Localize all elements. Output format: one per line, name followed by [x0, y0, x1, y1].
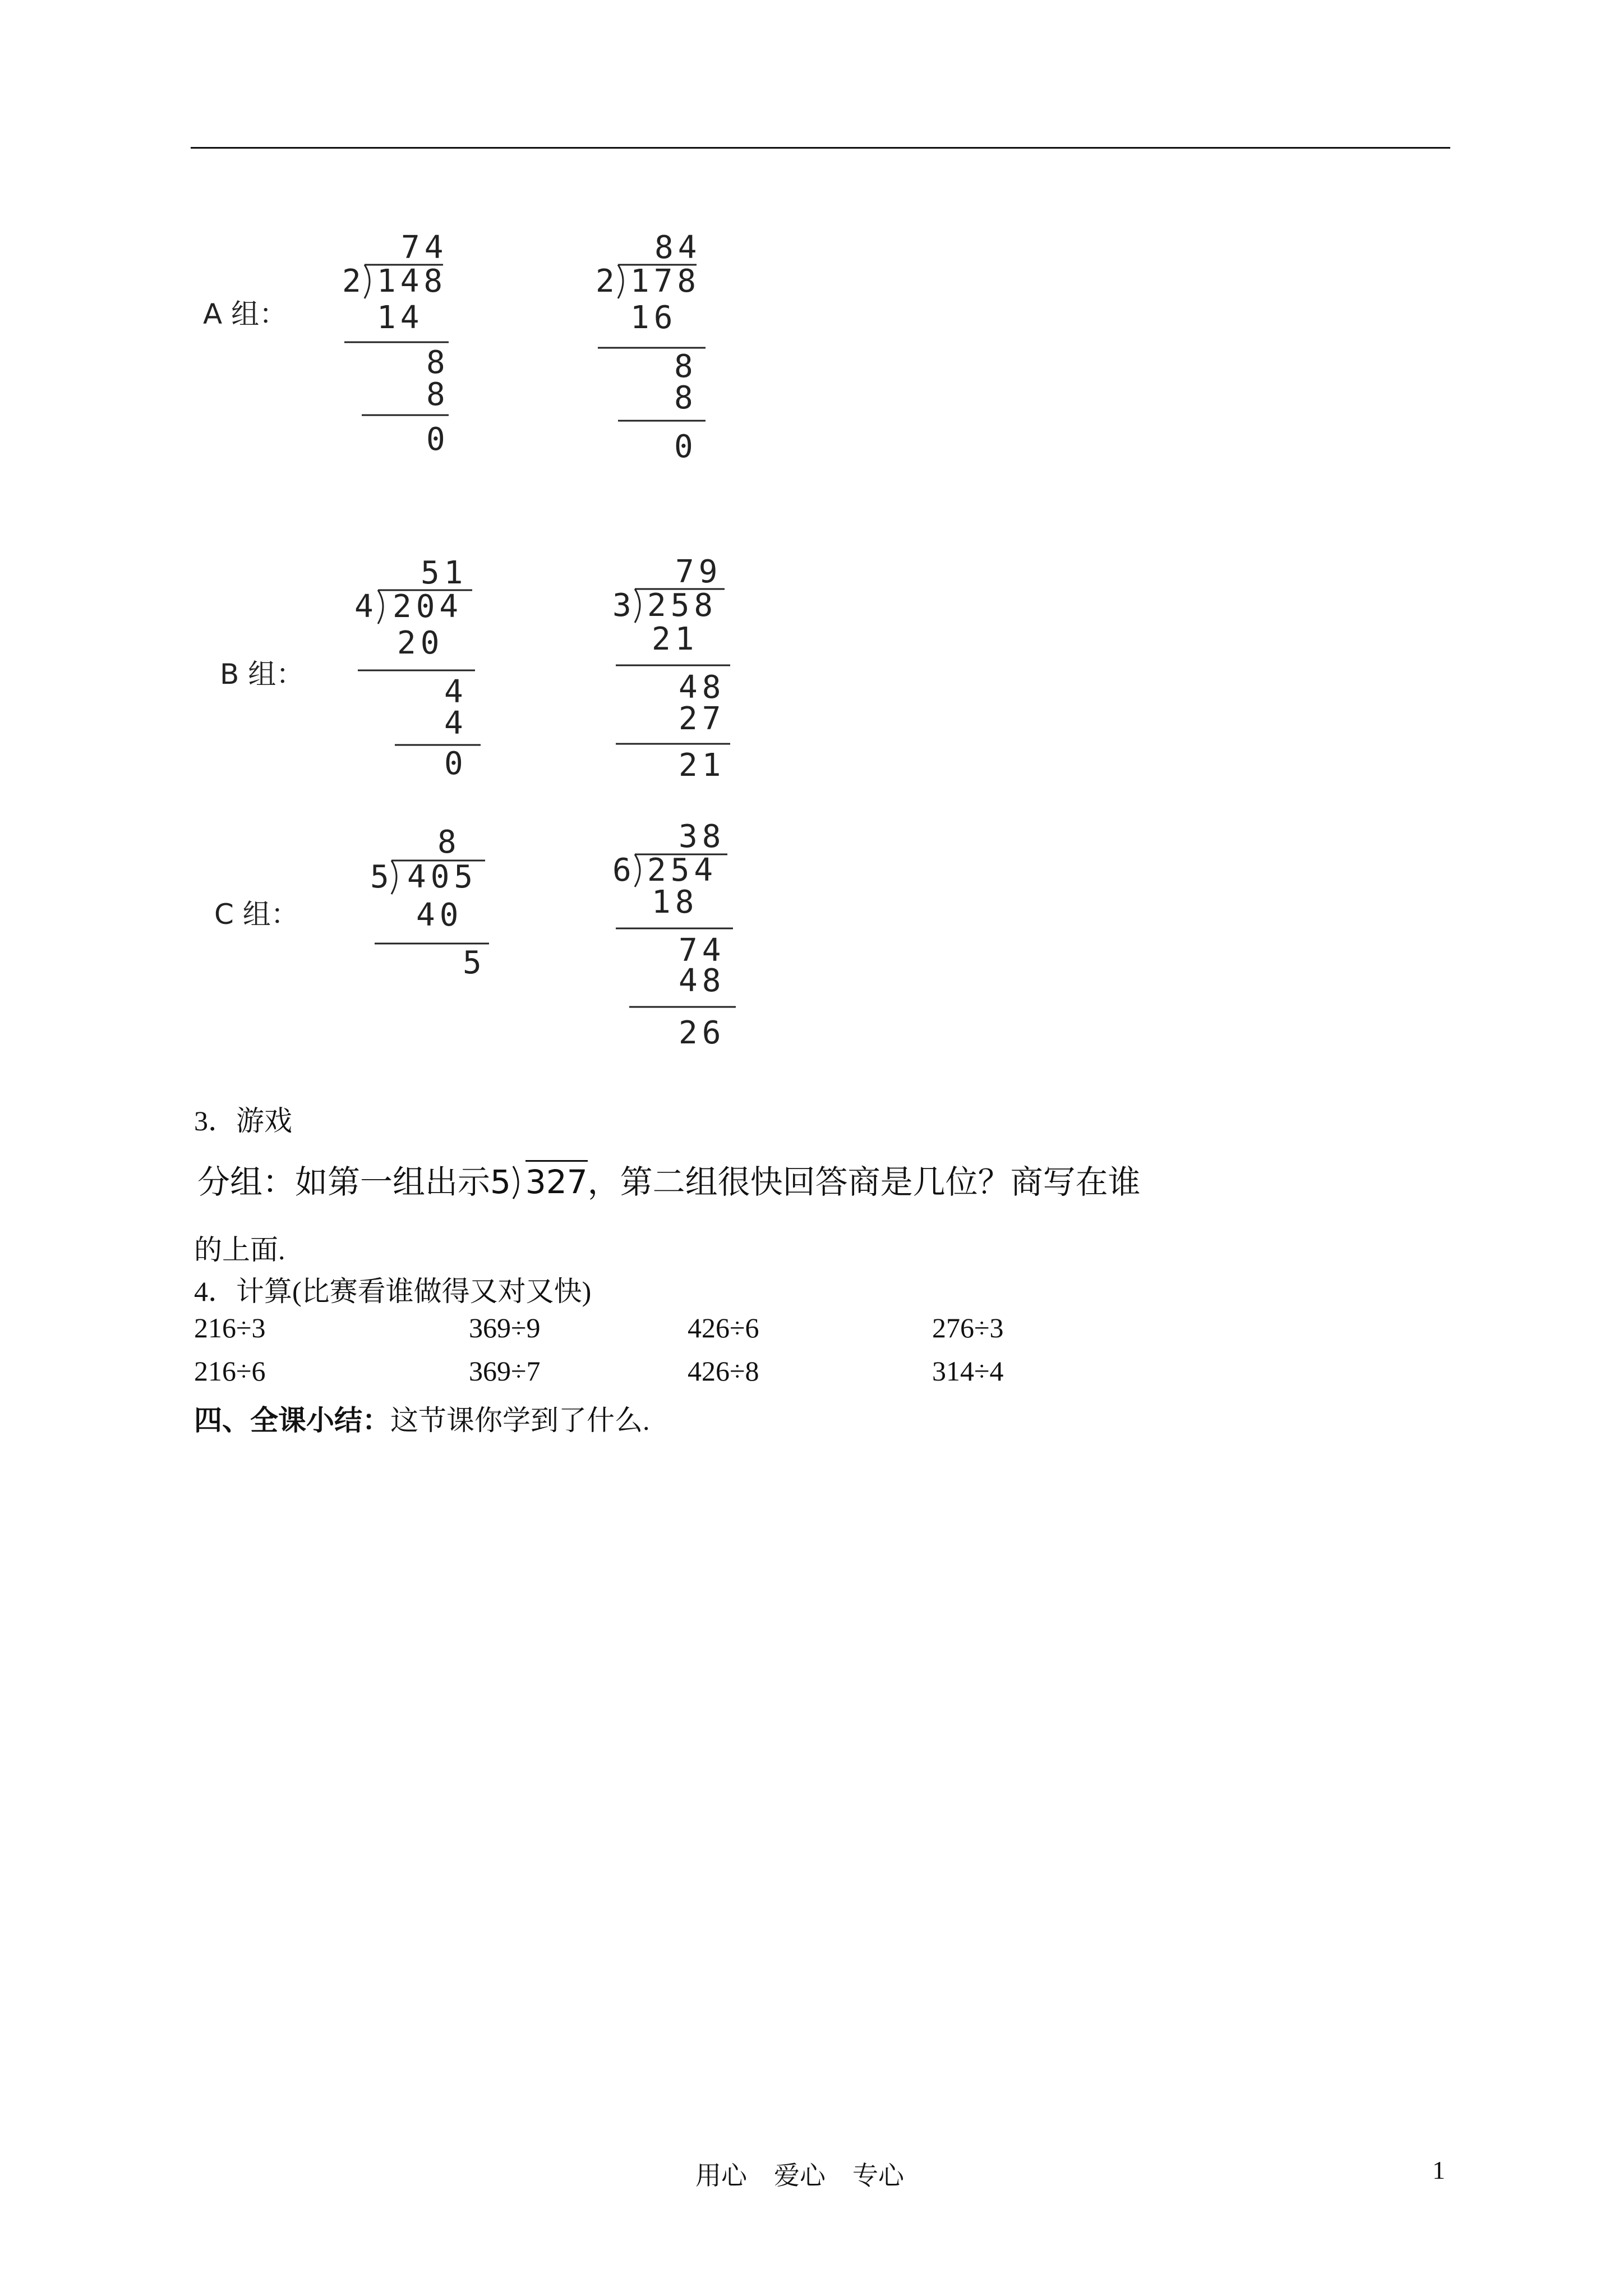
step: 8	[426, 344, 450, 381]
step: 4	[444, 705, 468, 742]
quotient: 79	[675, 554, 722, 590]
remainder: 0	[674, 429, 698, 465]
step: 48	[679, 669, 726, 706]
game-continuation: 的上面.	[194, 1234, 285, 1266]
section-3-title: 3．游戏	[194, 1105, 292, 1137]
calc-problem: 314÷4	[932, 1355, 1004, 1387]
step: 74	[679, 932, 726, 969]
dividend: 258	[647, 587, 718, 624]
calc-problem: 276÷3	[932, 1312, 1004, 1343]
step: 16	[630, 300, 677, 336]
long-division-a2	[596, 230, 741, 468]
header-rule	[191, 147, 1450, 149]
remainder: 5	[463, 945, 486, 981]
dividend: 148	[377, 263, 448, 300]
long-division-a1	[342, 230, 488, 468]
motto-word: 爱心	[774, 2161, 826, 2190]
division-bracket	[511, 1164, 525, 1201]
step: 14	[377, 300, 424, 336]
calc-problem: 369÷9	[469, 1312, 541, 1343]
summary-text: 这节课你学到了什么.	[390, 1405, 650, 1436]
motto-word: 专心	[852, 2161, 904, 2190]
motto-word: 用心	[695, 2161, 747, 2190]
game-prefix: 分组：如第一组出示	[197, 1163, 491, 1201]
calc-problem: 216÷3	[194, 1312, 266, 1343]
game-instruction	[197, 1156, 1141, 1203]
step: 18	[652, 884, 699, 921]
step: 8	[674, 380, 698, 416]
inline-long-division	[490, 1163, 588, 1201]
step: 48	[679, 963, 726, 999]
section-4-title: 4．计算(比赛看谁做得又对又快)	[194, 1276, 592, 1307]
quotient: 51	[421, 555, 468, 591]
dividend: 204	[393, 588, 463, 625]
long-division-c2	[612, 816, 758, 1066]
calc-problem: 426÷8	[688, 1355, 759, 1387]
calc-problem: 369÷7	[469, 1355, 541, 1387]
step: 20	[397, 625, 444, 661]
step: 8	[674, 348, 698, 385]
divisor: 2	[596, 263, 619, 300]
divisor: 6	[612, 852, 636, 889]
remainder: 21	[679, 747, 726, 784]
divisor: 3	[612, 587, 636, 624]
step: 27	[679, 701, 726, 737]
group-a-label: A 组：	[203, 298, 288, 330]
summary	[194, 1398, 650, 1438]
long-division-b2	[612, 554, 758, 793]
divisor: 4	[354, 588, 378, 625]
step: 4	[444, 674, 468, 710]
long-division-b1	[354, 555, 500, 794]
summary-heading: 四、全课小结：	[194, 1405, 390, 1436]
group-b-label: B 组：	[220, 658, 305, 691]
dividend: 405	[407, 859, 478, 895]
dividend: 254	[647, 852, 718, 889]
divisor: 5	[370, 859, 394, 895]
quotient: 74	[401, 229, 448, 266]
inline-dividend: 327	[525, 1160, 588, 1201]
inline-divisor: 5	[490, 1163, 511, 1201]
remainder: 0	[426, 421, 450, 458]
dividend: 178	[630, 263, 701, 300]
group-c-label: C 组：	[214, 898, 299, 931]
quotient: 84	[654, 229, 702, 266]
remainder: 26	[679, 1015, 726, 1051]
calc-problem: 426÷6	[688, 1312, 759, 1343]
divisor: 2	[342, 263, 366, 300]
game-suffix: ，第二组很快回答商是几位？商写在谁	[587, 1163, 1141, 1201]
remainder: 0	[444, 746, 468, 782]
quotient: 38	[679, 818, 726, 855]
step: 40	[416, 897, 463, 933]
step: 21	[652, 621, 699, 657]
footer-motto	[695, 2155, 931, 2192]
page-number: 1	[1432, 2156, 1445, 2184]
long-division-c1	[370, 825, 516, 1013]
quotient: 8	[437, 824, 461, 861]
step: 8	[426, 376, 450, 413]
calc-problem: 216÷6	[194, 1355, 266, 1387]
